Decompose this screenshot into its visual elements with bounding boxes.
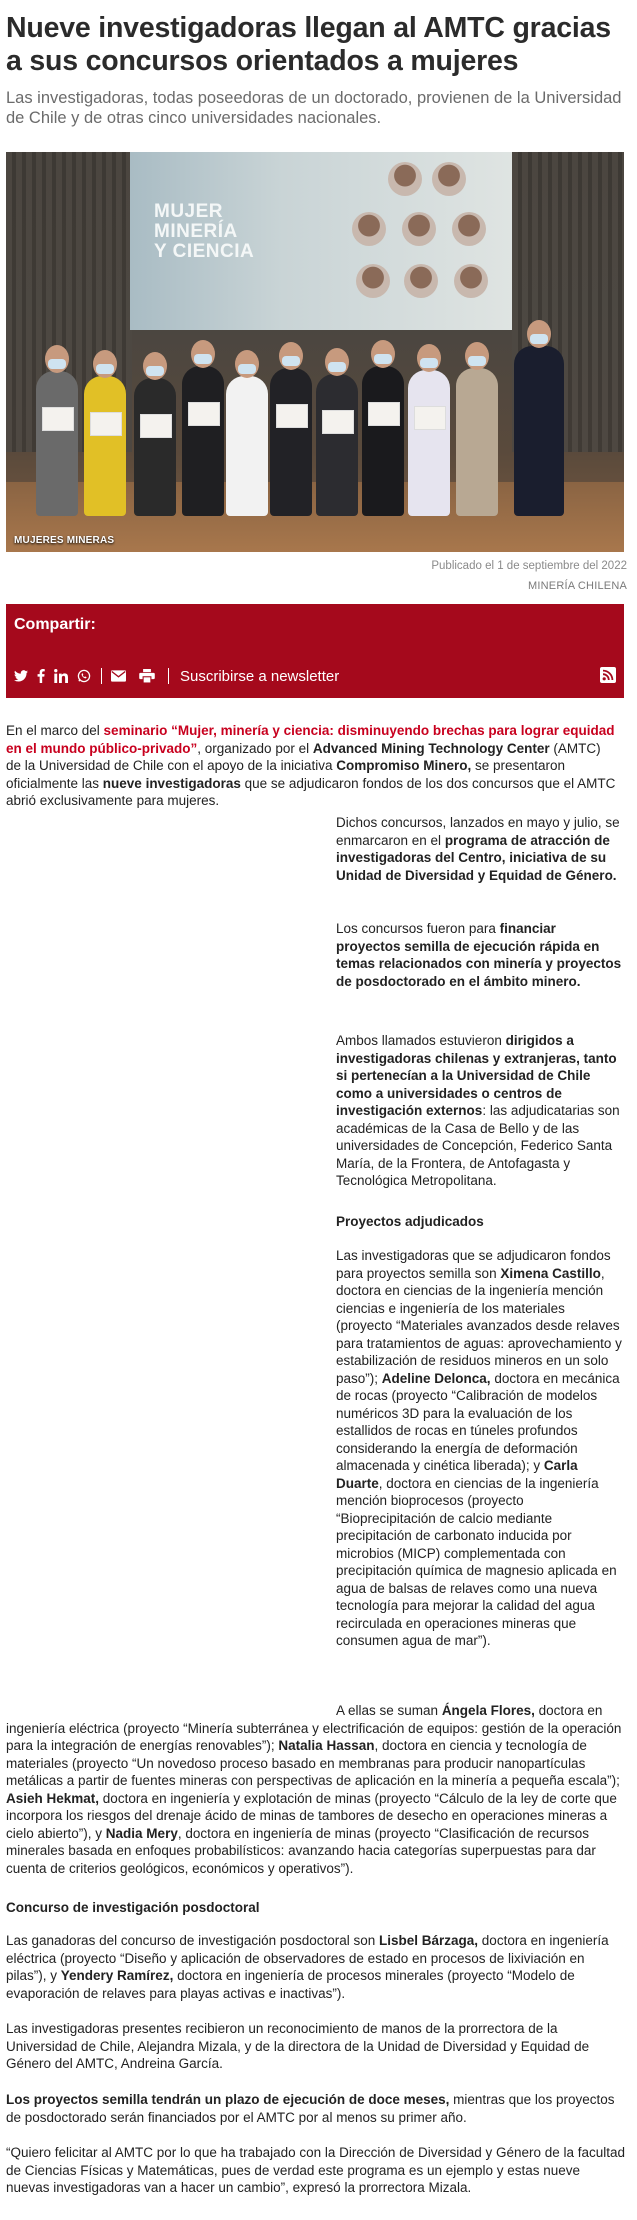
paragraph-semilla: Las investigadoras que se adjudicaron fondos para proyectos semilla son Ximena Castillo, doctora en ciencias de la ingeniería mención ciencias e ingeniería de los materiales (proyecto “Materiales avanzados desde relaves para tratamientos de aguas: aprovechamiento y estabilización de residuos mineros en un solo paso”); Adeline Delonca, doctora en mecánica de rocas (proyecto “Calibración de modelos numéricos 3D para la evaluación de los estallidos de rocas en túneles profundos considerando la energía de deformación almacenada y cinética liberada); y Carla Duarte, doctora en ciencias de la ingeniería mención bioprocesos (proyecto “Bioprecipitación de calcio mediante precipitación de carbonato inducida por microbios (MICP) complementada con precipitación química de magnesio aplicada en agua de balsas de relaves como una nueva tecnología para mejorar la calidad del agua recirculada en operaciones mineras que consumen agua de mar”). — [336, 1248, 622, 1648]
person-figure — [182, 366, 224, 516]
person-figure — [134, 378, 176, 516]
facebook-icon[interactable] — [37, 667, 45, 685]
person-figure — [316, 374, 358, 516]
photo-caption: MUJERES MINERAS — [14, 535, 115, 546]
screen-portrait — [452, 212, 486, 246]
paragraph-reconocimiento: Las investigadoras presentes recibieron un reconocimiento de manos de la prorrectora de la Universidad de Chile, Alejandra Mizala, y de la directora de la Unidad de Diversidad y Equidad de Género del AMTC, Andreina García. — [6, 2021, 590, 2071]
rss-icon[interactable] — [600, 667, 616, 683]
print-icon[interactable] — [139, 667, 155, 685]
share-icons-row — [14, 667, 339, 685]
person-figure — [84, 376, 126, 516]
paragraph-cita: “Quiero felicitar al AMTC por lo que ha trabajado con la Dirección de Diversidad y Género de la facultad de Ciencias Físicas y Matemáticas, pues de verdad este programa es un ejemplo y estas nueve nuevas investigadoras van a hacer un cambio”, expresó la prorrectora Mizala. — [6, 2145, 626, 2195]
heading-posdoctoral: Concurso de investigación posdoctoral — [6, 1900, 260, 1915]
paragraph-plazo: Los proyectos semilla tendrán un plazo de ejecución de doce meses, mientras que los proyectos de posdoctorado serán financiados por el AMTC por al menos su primer año. — [6, 2092, 615, 2125]
newsletter-subscribe-link[interactable]: Suscribirse a newsletter — [180, 667, 340, 685]
article-photo — [6, 152, 624, 552]
twitter-icon[interactable] — [14, 667, 28, 685]
seminar-link[interactable]: seminario “Mujer, minería y ciencia: disminuyendo brechas para lograr equidad en el mundo público-privado” — [6, 723, 615, 756]
screen-portrait — [388, 162, 422, 196]
person-figure — [36, 371, 78, 516]
share-title: Compartir: — [14, 616, 96, 633]
screen-portrait — [454, 264, 488, 298]
article-subtitle: Las investigadoras, todas poseedoras de un doctorado, provienen de la Universidad de Chile y de otras cinco universidades nacionales. — [6, 89, 622, 127]
linkedin-icon[interactable] — [54, 667, 68, 685]
screen-portrait — [404, 264, 438, 298]
whatsapp-icon[interactable] — [77, 667, 91, 685]
share-bar — [6, 604, 624, 698]
screen-portrait — [356, 264, 390, 298]
paragraph-llamados: Ambos llamados estuvieron dirigidos a investigadoras chilenas y extranjeras, tanto si pertenecían a la Universidad de Chile como a universidades o centros de investigación externos: las adjudicatarias son académicas de la Casa de Bello y de las universidades de Concepción, Federico Santa María, de la Frontera, de Antofagasta y Tecnológica Metropolitana. — [336, 1033, 620, 1188]
share-separator — [101, 668, 102, 684]
person-figure — [456, 368, 498, 516]
screen-portrait — [432, 162, 466, 196]
article-source: MINERÍA CHILENA — [528, 580, 627, 592]
paragraph-suman: A ellas se suman Ángela Flores, doctora en ingeniería eléctrica (proyecto “Minería subterránea y electrificación de equipos: gestión de la operación para la integración de energías renovables”); Natalia Hassan, doctora en ciencia y tecnología de materiales (proyecto “Un novedoso proceso basado en membranas para producir nanopartículas metálicas a partir de fuentes mineras con perspectivas de aplicación en la minería a pequeña escala”); Asieh Hekmat, doctora en ingeniería y explotación de minas (proyecto “Cálculo de la ley de corte que incorpora los riesgos del drenaje ácido de minas de tambores de desecho en operaciones mineras a cielo abierto”), y Nadia Mery, doctora en ingeniería de minas (proyecto “Clasificación de recursos minerales basada en enfoques probabilísticos: avanzando hacia categorías superpuestas para dar cuenta de criterios geológicos, económicos y operativos”). — [6, 1703, 622, 1876]
paragraph-financiar: Los concursos fueron para financiar proyectos semilla de ejecución rápida en temas relacionados con minería y proyectos de posdoctorado en el ámbito minero. — [336, 921, 622, 989]
person-figure — [514, 346, 564, 516]
share-separator — [168, 668, 169, 684]
projection-screen — [130, 152, 512, 330]
paragraph-posdoctoral: Las ganadoras del concurso de investigación posdoctoral son Lisbel Bárzaga, doctora en ingeniería eléctrica (proyecto “Diseño y aplicación de observadores de estado en procesos de lixiviación en pilas”), y Yendery Ramírez, doctora en ingeniería de procesos minerales (proyecto “Modelo de evaporación de relaves para playas activas e inactivas”). — [6, 1933, 609, 2001]
article-intro: En el marco del seminario “Mujer, minería y ciencia: disminuyendo brechas para lograr equidad en el mundo público-privado”, organizado por el Advanced Mining Technology Center (AMTC) de la Universidad de Chile con el apoyo de la iniciativa Compromiso Minero, se presentaron oficialmente las nueve investigadoras que se adjudicaron fondos de los dos concursos que el AMTC abrió exclusivamente para mujeres. — [6, 723, 616, 808]
person-figure — [362, 366, 404, 516]
email-icon[interactable] — [111, 667, 126, 685]
heading-proyectos: Proyectos adjudicados — [336, 1214, 484, 1229]
paragraph-concursos: Dichos concursos, lanzados en mayo y julio, se enmarcaron en el programa de atracción de investigadoras del Centro, iniciativa de su Unidad de Diversidad y Equidad de Género. — [336, 815, 620, 883]
screen-portrait — [402, 212, 436, 246]
screen-portrait — [352, 212, 386, 246]
person-figure — [270, 368, 312, 516]
publish-date: Publicado el 1 de septiembre del 2022 — [431, 560, 627, 572]
screen-title: MUJER MINERÍA Y CIENCIA — [154, 201, 255, 262]
person-figure — [226, 376, 268, 516]
article-title: Nueve investigadoras llegan al AMTC gracias a sus concursos orientados a mujeres — [6, 12, 611, 77]
person-figure — [408, 370, 450, 516]
